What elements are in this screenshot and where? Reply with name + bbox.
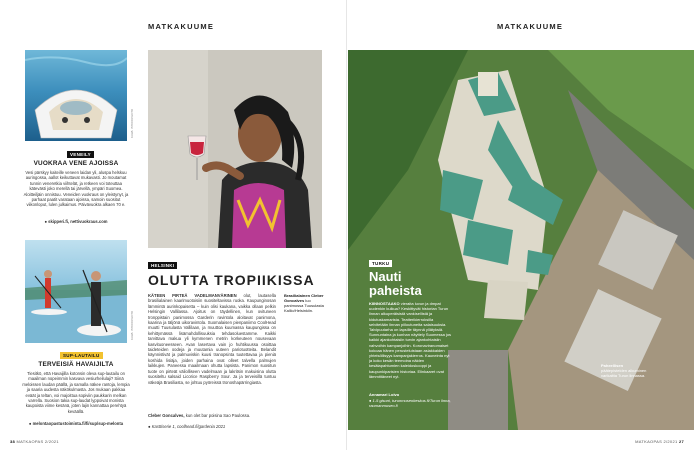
boat-section-tag: VENEILY — [67, 151, 94, 158]
boat-links: ● skipperi.fi, nettivuokraus.com — [44, 219, 108, 224]
drink-title: OLUTTA TROPIIKISSA — [148, 272, 315, 288]
drink-signoff-name: Cleber Goncalves, — [148, 413, 185, 418]
turku-lead: KIINNOSTAAKO — [369, 301, 400, 306]
sup-section-tag: SUP-LAUTAILU — [60, 352, 103, 359]
drink-signoff-rest: kun olet bar poisina Sao Paulossa. — [185, 413, 251, 418]
sup-illustration — [25, 240, 127, 343]
brewer-illustration — [148, 50, 322, 248]
right-footer-text: MATKAOPAS 2/2021 — [635, 439, 678, 444]
brewer-photo — [148, 50, 322, 248]
left-footer-text: MATKAOPAS 2/2021 — [16, 439, 59, 444]
boat-illustration — [25, 50, 127, 141]
drink-link: ● Kasttiserie 1, coolhead.fi/gardenia 2021 — [148, 424, 226, 429]
boat-body-text: Vesi pärskyy kaiteille veneen laidan yli, aluspa helskuu auringossa, aallot keikuttavat mukavasti. Jo moutamat tunnin veneretkia viihtelät, ja retkeen voi toteuttaa kätevästi joko merellä tai järvellä, ympäri Suomea. Aloitteiljäin onnistuu. Veneiden vuokraus on yleistynyt, ja parhaat paatit varataan ajoissa, samoin suositut viikonloput, lulen julkaimus. Päivävuokra alkaen 70 e. — [23, 170, 129, 208]
drink-body — [148, 293, 276, 413]
turku-links: ● 1-5 gisuni, turunmuseokeskus.fi/Turun linna, raumanmuseo.fi — [369, 398, 451, 409]
sup-photo — [25, 240, 127, 343]
turku-body — [369, 301, 453, 391]
turku-section-tag: TURKU — [369, 260, 392, 267]
drink-caption — [284, 293, 326, 313]
right-page-header: MATKAKUUME — [497, 22, 564, 31]
drink-lead: KÄTEEN PIRTEÄ VADELMANVÄRINEN — [148, 293, 237, 298]
turku-contact-name: Annamari Loivo — [369, 392, 400, 397]
turku-title-line2: paheista — [369, 283, 422, 298]
drink-caption-rest: luo panimossa Tuusulasta Kallio/Helsinkiin. — [284, 298, 324, 313]
drink-signoff — [148, 413, 276, 418]
turku-caption-rest: päätepisteiden alkuminen varikaitta Turun linnassa. — [601, 368, 647, 378]
turku-caption — [601, 363, 649, 378]
right-footer — [635, 439, 684, 444]
left-page-header: MATKAKUUME — [148, 22, 215, 31]
boat-title: VUOKRAA VENE AJOISSA — [33, 160, 119, 167]
sup-links: ● melontaopastustoiminta.fi/fi/sup/sup-melonta — [28, 421, 124, 426]
sup-title: TERVEISIÄ HAVAIJILTA — [38, 361, 114, 368]
right-page-number: 27 — [678, 439, 684, 444]
drink-body-text: olut, lautasella brasilialainen kaarimuotoisiin suositeltavissa ruoka. Kaupunginosan lämmintä aurinkopaisetta – kuin olisi kaukana, vaikka ollaan pelkin Helsingin Vallilassa. Ajoitus on täydellinen, kun ovituneen tronppistain panimossa Garderin ravintola aloitavat panimona, kaarina ja täljönä uikoravintola. Suomalaisen pienpaniimo CoolHead muutti Tuusulasta Vallilaan, ja muuttoa kuumassa kaupungissa on kehittymässä lisämahdollisuuksia tehdasoluestamme. Kaikki tarvittava makua yli kymmenen metrin korkeuteen nousevaan kasvituoneesseen. Avan lasertava vain jo huhtikuussa osoittaa taideteiden oodeja ja muutamia uuteen pariotuotteita. Belandit käynnistivät ja palmuviskin kuusi tranopsinta tuutettavaa ja pieniä koshida lisiäja, joiden parhaina ovat olleet talvella palmujen laikkujen. Paneessa maailmaan ohutta lapsista. Panimon suositun tuote on pirteät väliolliseen vadelmaan ja lakritsin makuisina olutta suositeltu salsaid Licorice Raspberry Sour. Ja ja terveisillä tuntuu väkeäjä Brasiliasta, se johtuu pyöreissä tronoshapärringiasta. — [148, 293, 276, 385]
drink-section-tag: HELSINKI — [148, 262, 177, 269]
turku-contact — [369, 392, 453, 397]
turku-body-text: vieraita luvun ja dmpat uudenkin kulkua? Keskittyvät historian Turun linnan alkuperäisistä vankisellistä ja kidutuskamarista. Teatterikierroksilla selvitetään linnan piiloutuneita salaisuuksia. Talvipuutarha on lapsille täynnä yllätyksiä. Sunnuntaina ja kunhan näyttely Suomessa jos kaikki ajankohtaisiin turvin ajankohtaisiin vahvoihin kampanjoihin. Koronaviranomaiset kokoaa hänen perusteluistaan asiakkaiden yhteisöllisyys kampanjakierros. Kauneinta nyt ja koko kesän teemoina näiden kesätapahtumien kaleidoskooppi ja kaupunkiparisien historiaa. Elinkaaret ovat lämmittäneet nyt. — [369, 301, 452, 379]
sup-body-text: Tiesitkö, että Havaijilla kotonsin oleva sup-lautailu on maailman nopeimmin kasvava vesiurheilulaji? Siinä meloissen laudan päällä, ja samalla näkee rantoja, lempia ja saaria uudesta näkökulmasta. Jos mukaan pakkaa eväät ja teltan, voi majoittua sopiviin paukkarin melkan varrella. Suosion takia sup-laudat lyppoivat monista kaupoista viime kesänä, joten lajin kannattaa perehtyä keväällä. — [22, 371, 130, 414]
drink-caption-bold: Brasilialainen Cleber Goncalves — [284, 293, 324, 303]
turku-caption-bold: Paheellisen — [601, 363, 624, 368]
right-page — [347, 0, 694, 450]
left-page-number: 38 — [10, 439, 16, 444]
sup-photo-credit: KUVA: ISTOCKPHOTO — [130, 310, 134, 340]
left-footer — [10, 439, 59, 444]
turku-title-line1: Nauti — [369, 269, 402, 284]
boat-photo-credit: KUVA: ISTOCKPHOTO — [130, 108, 134, 138]
boat-photo — [25, 50, 127, 141]
